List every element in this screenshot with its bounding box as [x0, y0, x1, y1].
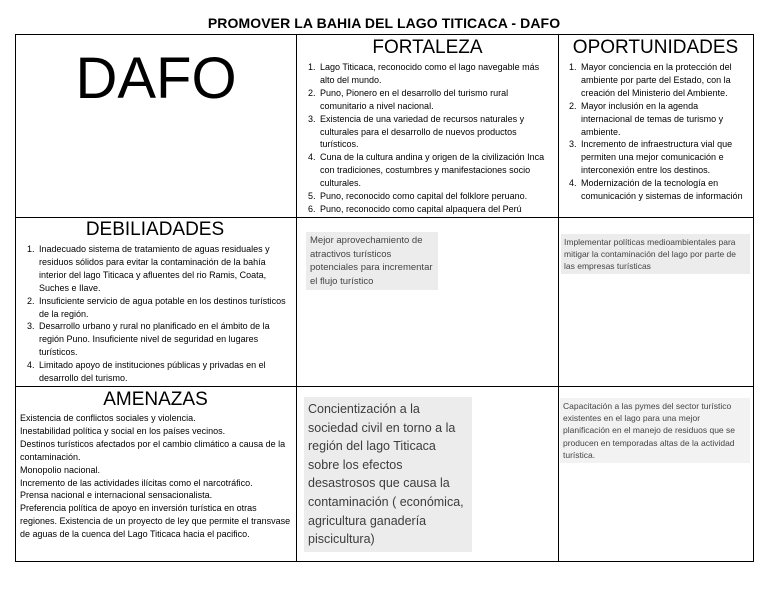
amenazas-heading: AMENAZAS [103, 389, 208, 410]
document-title: PROMOVER LA BAHIA DEL LAGO TITICACA - DAFO [207, 15, 561, 31]
list-item: Prensa nacional e internacional sensacionalista. [20, 490, 213, 501]
list-item: 2. Insuficiente servicio de agua potable en los destinos turísticos de la región. [37, 295, 290, 321]
list-item: 1. Lago Titicaca, reconocido como el lago navegable más alto del mundo. [318, 61, 554, 87]
list-item: 2. Puno, Pionero en el desarrollo del turismo rural comunitario a nivel nacional. [318, 87, 554, 113]
strategy-note: Implementar políticas medioambientales para mitigar la contaminación del lago por parte de las empresas turísticas [561, 234, 750, 274]
fortaleza-list [301, 61, 554, 216]
oportunidades-cell [559, 35, 753, 217]
fo-strategy-cell [297, 218, 558, 386]
list-item: 3. Incremento de infraestructura vial que permiten una mejor comunicación e interconexión entre los destinos. [579, 138, 749, 177]
list-item: 5. Puno, reconocido como capital del folklore peruano. [318, 190, 554, 203]
list-item: Inestabilidad política y social en los países vecinos. [20, 425, 226, 436]
list-item: 3. Desarrollo urbano y rural no planificado en el ámbito de la región Puno. Insuficiente nivel de seguridad en lugares turísticos. [37, 320, 290, 359]
amenazas-cell [16, 387, 296, 561]
dafo-title-cell [16, 35, 296, 217]
oportunidades-list [562, 61, 749, 203]
list-item: 2. Mayor inclusión en la agenda internacional de temas de turismo y ambiente. [579, 100, 749, 139]
list-item: 3. Existencia de una variedad de recursos naturales y culturales para el desarrollo de nuevos productos turísticos. [318, 113, 554, 152]
list-item: Monopolio nacional. [20, 464, 101, 475]
fa-strategy-cell [297, 387, 558, 561]
debilidades-cell [16, 218, 296, 386]
list-item: 1. Inadecuado sistema de tratamiento de aguas residuales y residuos sólidos para evitar la contaminación de la bahía interior del lago Titicaca y afluentes del rio Ramis, Coata, Suches e Ilave. [37, 243, 290, 295]
list-item: 1. Mayor conciencia en la protección del ambiente por parte del Estado, con la creación del Ministerio del Ambiente. [579, 61, 749, 100]
list-item: 6. Puno, reconocido como capital alpaquera del Perú [318, 203, 554, 216]
debilidades-list [20, 243, 290, 385]
strategy-note: Mejor aprovechamiento de atractivos turísticos potenciales para incrementar el flujo turístico [306, 232, 438, 290]
list-item: 4. Cuna de la cultura andina y origen de la civilización Inca con tradiciones, costumbres y manifestaciones socio culturales. [318, 151, 554, 190]
list-item: 4. Limitado apoyo de instituciones públicas y privadas en el desarrollo del turismo. [37, 359, 290, 385]
fortaleza-cell [297, 35, 558, 217]
list-item: Preferencia política de apoyo en inversión turística en otras regiones. Existencia de un proyecto de ley que permite el transvase de aguas de la cuenca del Lago Titicaca hacia el pacifico. [20, 503, 291, 540]
strategy-note: Capacitación a las pymes del sector turístico existentes en el lago para una mejor planificación en el manejo de residuos que se producen en temporadas altas de la actividad turística. [560, 398, 750, 463]
list-item: Incremento de las actividades ilícitas como el narcotráfico. [20, 477, 253, 488]
oportunidades-heading: OPORTUNIDADES [572, 37, 739, 58]
do-strategy-cell [559, 218, 753, 386]
fortaleza-heading: FORTALEZA [372, 37, 483, 58]
strategy-note: Concientización a la sociedad civil en torno a la región del lago Titicaca sobre los efectos desastrosos que causa la contaminación ( económica, agricultura ganadería piscicultura) [304, 397, 472, 552]
da-strategy-cell [559, 387, 753, 561]
dafo-matrix [15, 34, 754, 562]
dafo-heading: DAFO [75, 46, 237, 111]
list-item: 4. Modernización de la tecnología en comunicación y sistemas de información [579, 177, 749, 203]
list-item: Existencia de conflictos sociales y violencia. [20, 413, 196, 423]
debilidades-heading: DEBILIADADES [85, 219, 225, 240]
list-item: Destinos turísticos afectados por el cambio climático a causa de la contaminación. [20, 438, 286, 462]
amenazas-list [20, 412, 291, 541]
